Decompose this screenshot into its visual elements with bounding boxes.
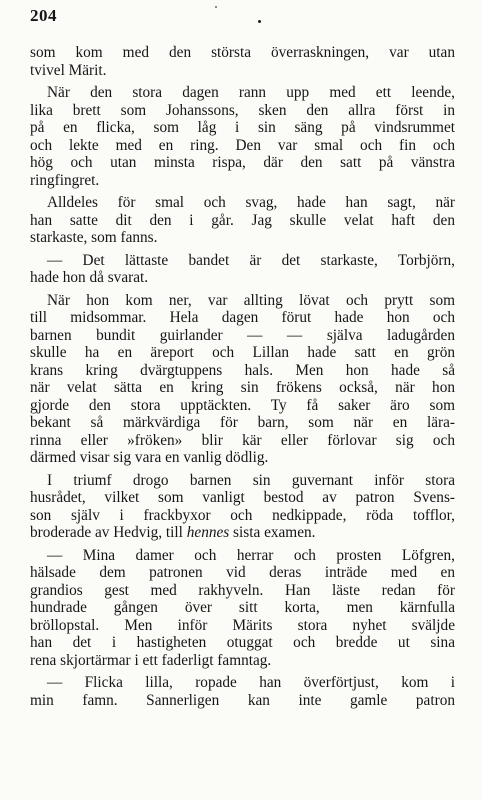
- text-line: och lekte med en ring. Den var smal och fin och: [30, 136, 455, 154]
- text-line: I triumf drogo barnen sin guvernant inför stora: [47, 471, 455, 489]
- text-run: broderade av Hedvig, till: [30, 524, 187, 541]
- text-line: när velat sätta en kring sin frökens också, när hon: [30, 379, 455, 396]
- text-line: husrådet, vilket som vanligt bestod av patron Svens-: [30, 489, 455, 506]
- text-line: Alldeles för smal och svag, hade han sagt, när: [47, 194, 455, 211]
- text-line: grandios gest med rakhyveln. Han läste redan för: [30, 581, 455, 599]
- paragraph-2: [30, 84, 455, 189]
- text-line: ringfingret.: [30, 171, 100, 189]
- text-line: bröllopstal. Men inför Märits stora nyhet sväljde: [30, 616, 455, 634]
- paragraph-5: [30, 292, 455, 467]
- text-line-with-italic: [30, 524, 455, 542]
- text-line: bekant så märkvärdiga för barn, som när en lära-: [30, 414, 455, 431]
- paragraph-4: [30, 252, 455, 287]
- text-line: krans kring dvärgtuppens hals. Men hon hade så: [30, 361, 455, 379]
- text-line: han det i hastigheten otuggat och bredde ut sina: [30, 634, 455, 651]
- print-speck: [215, 6, 217, 8]
- text-line: till midsommar. Hela dagen förut hade hon och: [30, 309, 455, 326]
- text-line: rinna eller »fröken» blir kär eller förlovar sig och: [30, 431, 455, 449]
- text-line: skulle ha en äreport och Lillan hade satt en grön: [30, 344, 455, 361]
- text-line: tvivel Märit.: [30, 61, 107, 79]
- paragraph-8: [30, 674, 455, 709]
- text-line: son själv i frackbyxor och nedkippade, röda tofflor,: [30, 506, 455, 524]
- text-line: hälsade dem patronen vid deras inträde med en: [30, 564, 455, 581]
- page-number: 204: [30, 6, 57, 25]
- text-line: När den stora dagen rann upp med ett leende,: [47, 84, 455, 101]
- text-line: — Det lättaste bandet är det starkaste, Torbjörn,: [47, 251, 455, 269]
- text-line: — Flicka lilla, ropade han överförtjust, kom i: [47, 674, 455, 691]
- text-line: starkaste, som fanns.: [30, 229, 158, 246]
- text-run: sista examen.: [229, 524, 316, 541]
- paragraph-1: [30, 44, 455, 79]
- paragraph-3: [30, 194, 455, 247]
- text-line: hade hon då svarat.: [30, 269, 149, 286]
- text-line: hundrade gången över sitt korta, men kärnfulla: [30, 599, 455, 616]
- italic-word: hennes: [186, 524, 230, 541]
- body-text: [30, 44, 455, 714]
- text-line: min famn. Sannerligen kan inte gamle patron: [30, 691, 455, 709]
- text-line: som kom med den största överraskningen, var utan: [30, 44, 455, 61]
- text-line: hög och utan minsta rispa, där den satt på vänstra: [30, 154, 455, 171]
- paragraph-6: [30, 472, 455, 542]
- text-line: på en flicka, som låg i sin säng på vindsrummet: [30, 119, 455, 136]
- text-line: lika brett som Johanssons, sken den allra först in: [30, 101, 455, 119]
- text-line: barnen bundit guirlander — — själva ladugården: [30, 326, 455, 344]
- print-speck: [258, 20, 261, 23]
- text-line: gjorde den stora upptäckten. Ty få saker äro som: [30, 396, 455, 414]
- text-line: rena skjortärmar i ett faderligt famntag.: [30, 651, 272, 669]
- text-line: När hon kom ner, var allting lövat och prytt som: [47, 291, 455, 309]
- text-line: — Mina damer och herrar och prosten Löfgren,: [47, 546, 455, 564]
- paragraph-7: [30, 547, 455, 670]
- text-line: därmed visar sig vara en vanlig dödlig.: [30, 449, 269, 466]
- text-line: han satte dit den i går. Jag skulle velat haft den: [30, 211, 455, 229]
